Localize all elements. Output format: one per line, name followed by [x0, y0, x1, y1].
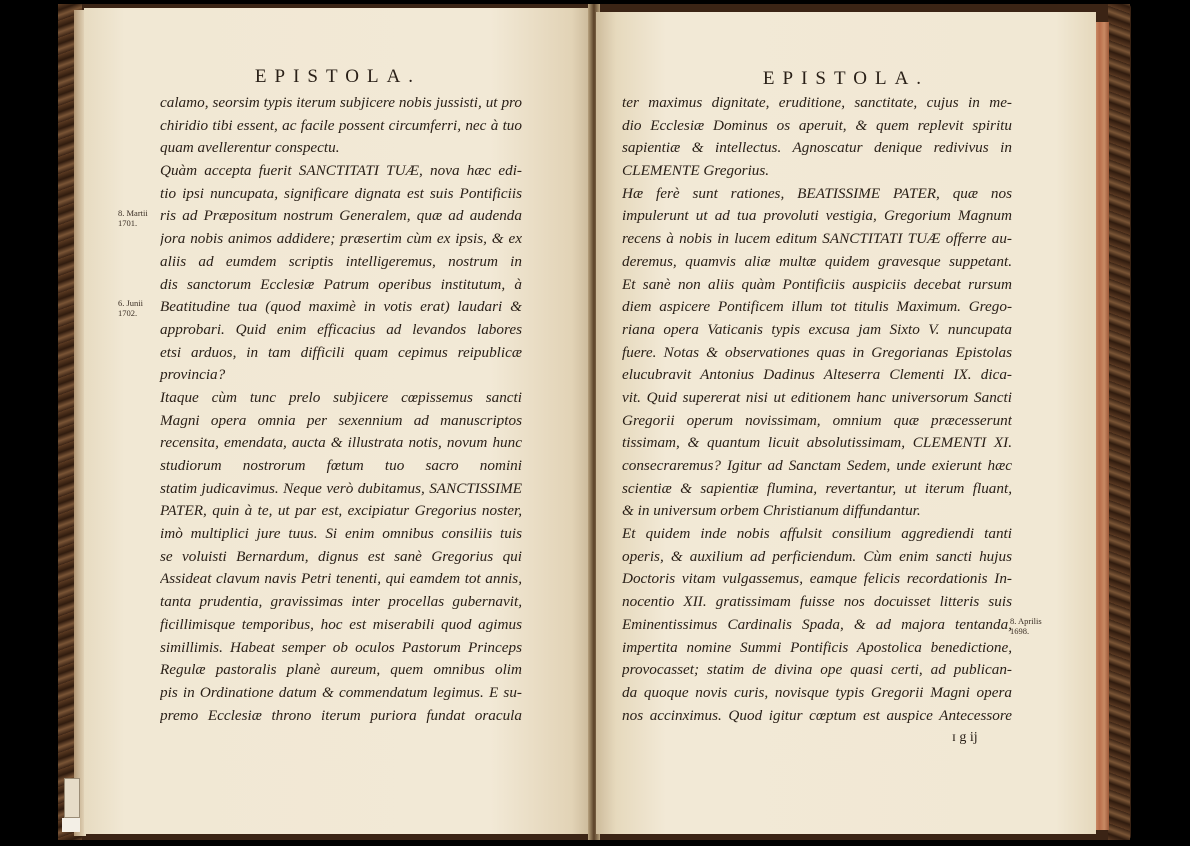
text-line: simillimis. Habeat semper ob oculos Pastorum Princeps [160, 638, 522, 656]
text-line: elucubravit Antonius Dadinus Alteserra Clementi IX. dica- [622, 366, 1012, 384]
left-body-text [160, 92, 522, 727]
margin-note: 8. Martii 1701. [118, 207, 148, 228]
text-line: da quoque novis curis, novisque typis Gregorii Magni opera [622, 683, 1012, 701]
text-line: sapientiæ & intellectus. Agnoscatur denique redivivus in [622, 139, 1012, 157]
text-line: Beatitudine tua (quod maximè in votis erat) laudari & [160, 298, 522, 316]
text-line: scientiæ & sapientiæ flumina, revertantur, ut iterum fluant, [622, 479, 1012, 497]
text-line: operis, & auxilium ad perficiendum. Cùm enim sancti hujus [622, 547, 1012, 565]
text-line: consecraremus? Igitur ad Sanctam Sedem, unde exierunt hæc [622, 457, 1012, 475]
text-line: etsi arduos, in tam difficili quam cepimus reipublicæ [160, 343, 522, 361]
text-line: Doctoris vitam vulgassemus, eamque felicis recordationis In- [622, 570, 1012, 588]
text-line: vit. Quid supererat nisi ut editionem hanc universorum Sancti [622, 388, 1012, 406]
text-line: Et sanè non aliis quàm Pontificiis auspiciis decebat rursum [622, 275, 1012, 293]
text-line: statim judicavimus. Neque verò dubitamus, SANCTISSIME [160, 479, 522, 497]
text-line: PATER, quin à te, ut par est, excipiatur Gregorius noster, [160, 502, 522, 520]
text-line: imò multiplici jure tuus. Si enim omnibus consiliis tuis [160, 525, 522, 543]
text-line: Eminentissimus Cardinalis Spada, & ad majora tentanda, [622, 615, 1012, 633]
text-line: recensita, emendata, aucta & illustrata notis, novum hunc [160, 434, 522, 452]
text-line: calamo, seorsim typis iterum subjicere nobis jussisti, ut pro [160, 94, 522, 111]
margin-note: 8. Aprilis 1698. [1010, 616, 1042, 637]
text-line: Regulæ pastoralis planè aureum, quem omnibus olim [160, 661, 522, 679]
left-running-head: EPISTOLA. [254, 66, 422, 87]
text-line: Itaque cùm tunc prelo subjicere cœpissemus sancti [160, 388, 522, 406]
text-line: ficillimisque temporibus, hoc est miserabili quod agimus [160, 615, 522, 633]
shelf-label [62, 818, 80, 832]
text-line: recens à nobis in lucem editum SANCTITATI TUÆ offerre au- [622, 230, 1012, 248]
right-running-head: EPISTOLA. [762, 68, 930, 89]
library-label [64, 778, 80, 818]
text-line: Quàm accepta fuerit SANCTITATI TUÆ, nova hæc edi- [160, 162, 522, 180]
text-line: Et quidem inde nobis affulsit consilium aggrediendi tanti [622, 525, 1012, 543]
text-line: nos accinximus. Quod igitur cœptum est auspice Antecessore [622, 706, 1012, 724]
left-page [84, 8, 592, 834]
text-line: Assideat clavum navis Petri tenenti, qui eamdem tot annis, [160, 570, 522, 588]
text-line: studiorum nostrorum fœtum tuo sacro nomini [160, 457, 522, 475]
text-line: dio Ecclesiæ Dominus os aperuit, & quem replevit spiritu [622, 116, 1012, 134]
text-line: chiridio tibi essent, ac facile possent circumferri, nec à tuo [160, 116, 522, 134]
text-line: riana opera Vaticanis typis excusa jam Sixto V. nuncupata [622, 320, 1012, 338]
text-line: Gregorii operum novissimam, omnium quæ præcesserunt [622, 411, 1012, 429]
text-line: & in universum orbem Christianum diffundantur. [622, 502, 921, 520]
text-line: deremus, quamvis aliæ multæ quidem gravesque suppetant. [622, 252, 1012, 270]
text-line: quam avellerentur conspectu. [160, 139, 340, 157]
text-line: ris ad Præpositum nostrum Generalem, quæ ad audenda [160, 207, 522, 225]
text-line: fuere. Notas & observationes quas in Gregorianas Epistolas [622, 343, 1012, 361]
margin-note: 6. Junii 1702. [118, 298, 144, 319]
text-line: approbari. Quid enim efficacius ad levandos labores [160, 320, 522, 338]
right-cover-edge [1108, 4, 1130, 840]
text-line: Hæ ferè sunt rationes, BEATISSIME PATER, quæ nos [622, 184, 1012, 202]
text-line: diem aspicere Pontificem illum tot titulis Maximum. Grego- [622, 298, 1012, 316]
text-line: jora nobis animos addidere; præsertim cùm ex ipsis, & ex [160, 230, 522, 248]
text-line: pis in Ordinatione datum & commendatum legimus. E su- [160, 683, 522, 701]
text-line: nocentio XII. gratissimam fuisse nos docuisset litteris suis [622, 593, 1012, 611]
text-line: tissimam, & quantum licuit absolutissimam, CLEMENTI XI. [622, 434, 1012, 452]
text-line: premo Ecclesiæ throno iterum puriora fundat oracula [160, 706, 522, 724]
text-line: Magni opera omnia per sexennium ad manuscriptos [160, 411, 522, 429]
text-line: provincia? [160, 366, 226, 384]
text-line: impertita nomine Summi Pontificis Apostolica benedictione, [622, 638, 1012, 656]
text-line: se voluisti Bernardum, dignus est sanè Gregorius qui [160, 547, 522, 565]
signature-mark: ɪ g ij [952, 730, 978, 745]
text-line: impulerunt ut ad tua provoluti vestigia, Gregorium Magnum [622, 207, 1012, 225]
text-line: ter maximus dignitate, eruditione, sanctitate, cujus in me- [622, 94, 1012, 111]
text-line: tanta prudentia, gravissimas inter procellas gubernavit, [160, 593, 522, 611]
text-line: CLEMENTE Gregorius. [622, 162, 770, 180]
text-line: aliis ad eumdem scriptis intelligeremus, nostrum in [160, 252, 522, 270]
right-body-text [622, 92, 1012, 727]
text-line: dis sanctorum Ecclesiæ Patrum operibus institutum, à [160, 275, 522, 293]
text-line: tio ipsi nuncupata, significare dignata est suis Pontificiis [160, 184, 522, 202]
right-page [596, 12, 1096, 834]
text-line: provocasset; statim de divina ope quasi certi, ad publican- [622, 661, 1012, 679]
